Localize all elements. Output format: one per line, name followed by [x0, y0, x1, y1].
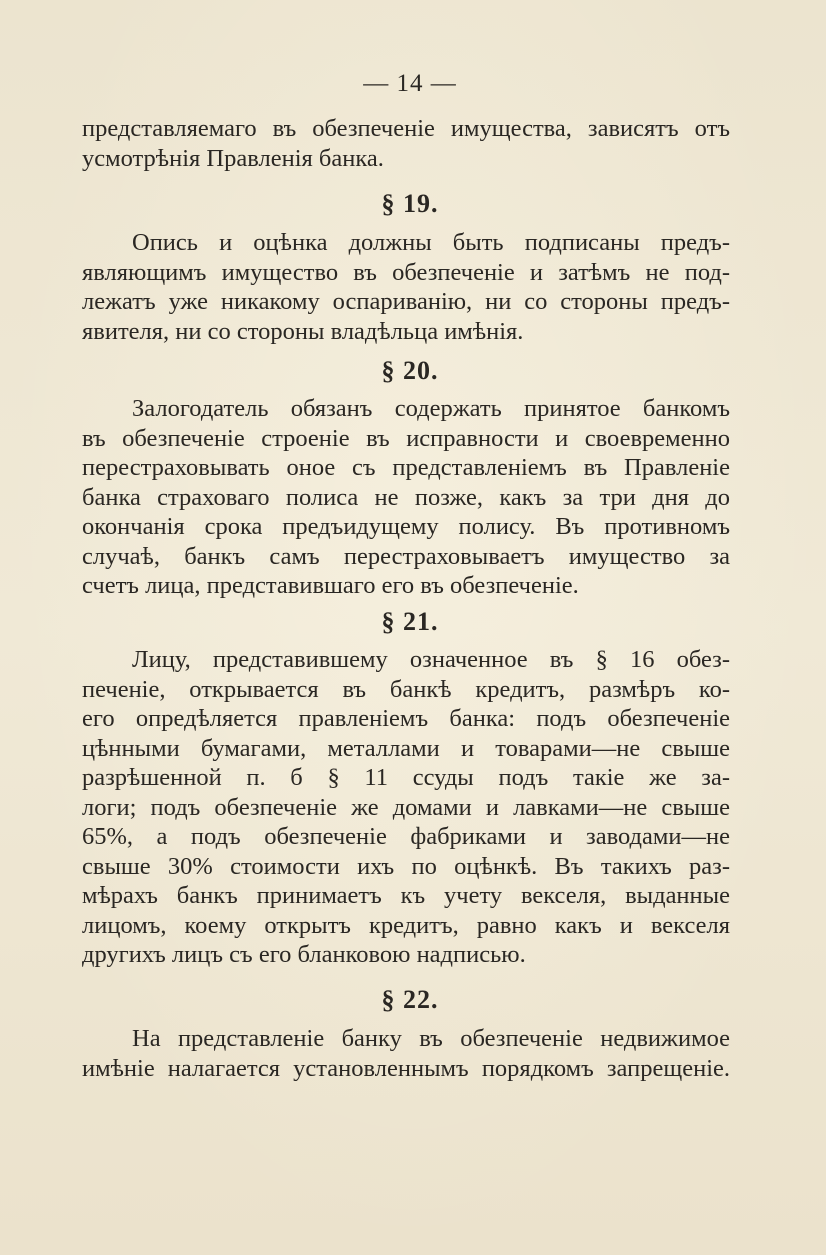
paragraph-line: разрѣшенной п. б § 11 ссуды подъ такіе же за- [82, 764, 730, 791]
section-20-paragraph [82, 394, 730, 601]
paragraph-line: въ обезпеченіе строеніе въ исправности и своевременно [82, 424, 730, 452]
section-heading-22: § 22. [381, 985, 439, 1014]
paragraph-line: окончанія срока предъидущему полису. Въ противномъ [82, 513, 730, 540]
paragraph-line: усмотрѣнія Правленія банка. [82, 144, 384, 172]
section-21-paragraph [82, 645, 730, 970]
paragraph-line: явителя, ни со стороны владѣльца имѣнія. [82, 317, 524, 345]
paragraph-line: его опредѣляется правленіемъ банка: подъ обезпеченіе [82, 705, 730, 732]
paragraph-line: На представленіе банку въ обезпеченіе недвижимое [132, 1025, 730, 1052]
paragraph-line: другихъ лицъ съ его бланковою надписью. [82, 941, 526, 968]
paragraph-line: случаѣ, банкъ самъ перестраховываетъ имущество за [82, 542, 730, 570]
paragraph-line: Лицу, представившему означенное въ § 16 обез- [132, 646, 730, 673]
paragraph-line: представляемаго въ обезпеченіе имущества, зависятъ отъ [82, 115, 730, 142]
paragraph-line: перестраховывать оное съ представленіемъ въ Правленіе [82, 454, 730, 481]
paragraph-line: имѣніе налагается установленнымъ порядкомъ запрещеніе. [82, 1054, 730, 1082]
paragraph-line: мѣрахъ банкъ принимаетъ къ учету векселя, выданные [82, 882, 730, 909]
paragraph-line: свыше 30% стоимости ихъ по оцѣнкѣ. Въ такихъ раз- [82, 852, 730, 880]
page-number: — 14 — [363, 70, 457, 97]
paragraph-line: являющимъ имущество въ обезпеченіе и затѣмъ не под- [82, 258, 730, 286]
intro-paragraph [82, 114, 730, 173]
paragraph-line: Залогодатель обязанъ содержать принятое банкомъ [132, 395, 730, 422]
section-19-paragraph [82, 228, 730, 346]
paragraph-line: логи; подъ обезпеченіе же домами и лавками—не свыше [82, 793, 730, 821]
section-heading-21: § 21. [381, 607, 439, 636]
section-heading-19: § 19. [381, 189, 439, 218]
paragraph-line: Опись и оцѣнка должны быть подписаны предъ- [132, 229, 730, 256]
paragraph-line: 65%, а подъ обезпеченіе фабриками и заводами—не [82, 823, 730, 850]
paragraph-line: лицомъ, коему открытъ кредитъ, равно какъ и векселя [82, 911, 730, 939]
section-heading-20: § 20. [381, 356, 439, 385]
paragraph-line: лежатъ уже никакому оспариванію, ни со стороны предъ- [82, 288, 730, 315]
paragraph-line: цѣнными бумагами, металлами и товарами—не свыше [82, 734, 730, 762]
paragraph-line: печеніе, открывается въ банкѣ кредитъ, размѣръ ко- [82, 675, 730, 703]
section-22-paragraph [82, 1024, 730, 1083]
paragraph-line: счетъ лица, представившаго его въ обезпеченіе. [82, 572, 579, 599]
paragraph-line: банка страховаго полиса не позже, какъ за три дня до [82, 483, 730, 511]
